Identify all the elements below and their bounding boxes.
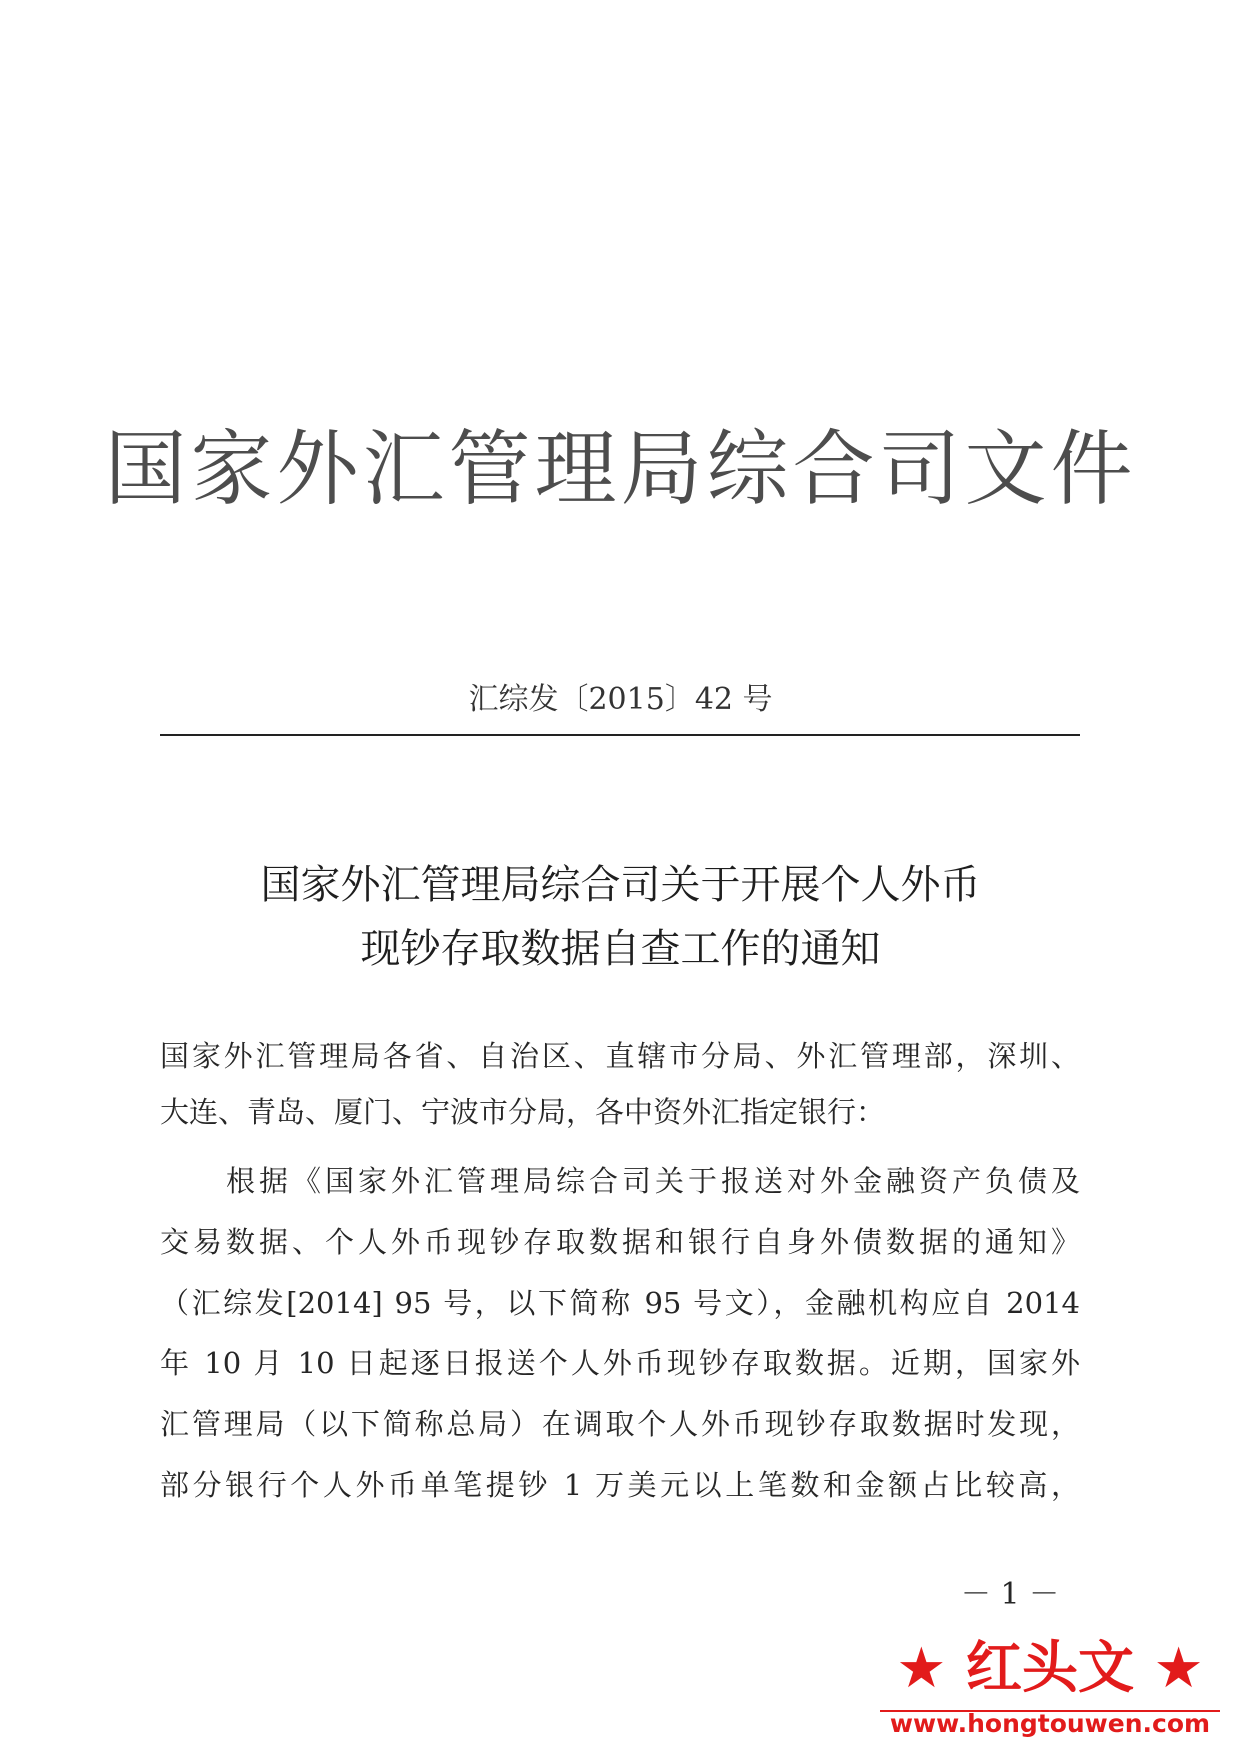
body-line-3: 根据《国家外汇管理局综合司关于报送对外金融资产负债及 [160, 1164, 1080, 1198]
body-line-6: 年 10 月 10 日起逐日报送个人外币现钞存取数据。近期，国家外 [160, 1346, 1080, 1380]
document-number: 汇综发〔2015〕42 号 [468, 682, 773, 717]
agency-header-title: 国家外汇管理局综合司文件 [104, 422, 1137, 517]
body-line-7: 汇管理局（以下简称总局）在调取个人外币现钞存取数据时发现， [160, 1407, 1080, 1441]
body-line-2: 大连、青岛、厦门、宁波市分局，各中资外汇指定银行： [160, 1095, 886, 1129]
watermark-url: www.hongtouwen.com [889, 1709, 1211, 1738]
watermark-logo-text: ★ 红头文 ★ [896, 1636, 1204, 1701]
site-watermark [870, 1632, 1230, 1750]
notice-title-line-1: 国家外汇管理局综合司关于开展个人外币 [260, 862, 981, 908]
notice-title-line-2: 现钞存取数据自查工作的通知 [360, 926, 881, 972]
body-line-4: 交易数据、个人外币现钞存取数据和银行自身外债数据的通知》 [160, 1225, 1080, 1259]
page-number: － 1 － [960, 1577, 1060, 1612]
body-line-1: 国家外汇管理局各省、自治区、直辖市分局、外汇管理部，深圳、 [160, 1039, 1080, 1073]
header-divider [160, 734, 1080, 736]
body-line-8: 部分银行个人外币单笔提钞 1 万美元以上笔数和金额占比较高， [160, 1468, 1080, 1502]
body-line-5: （汇综发[2014] 95 号，以下简称 95 号文），金融机构应自 2014 [160, 1286, 1080, 1320]
